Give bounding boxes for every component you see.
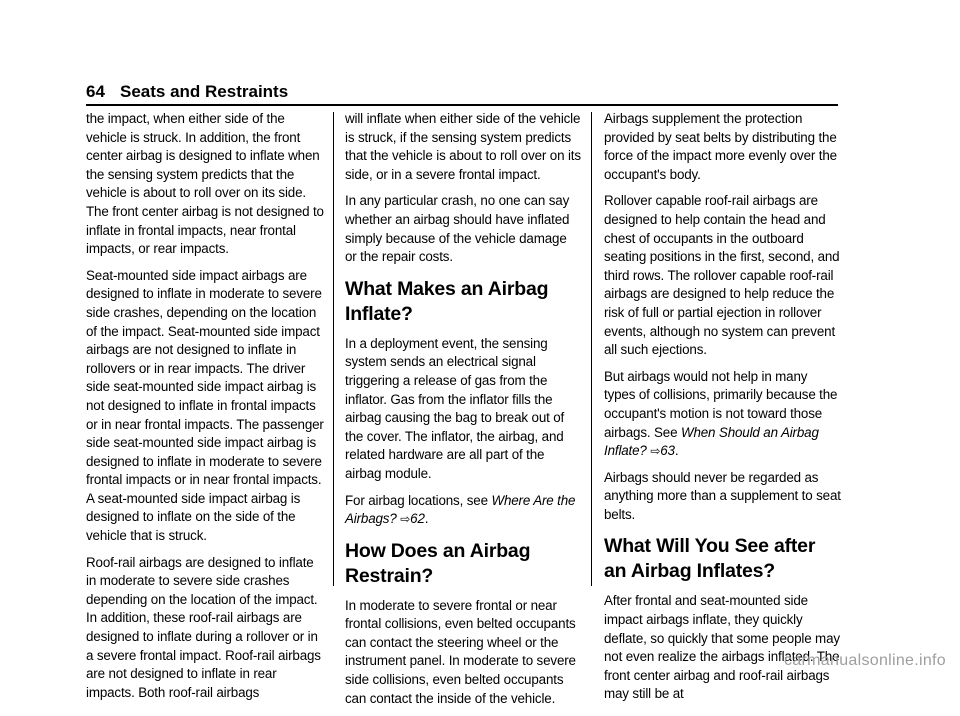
column-divider bbox=[591, 112, 592, 586]
paragraph: Roof-rail airbags are designed to inflate in moderate to severe side crashes depending on the location of the impact. In addition, these roof-rail airbags are designed to inflate during a rollover or in a severe frontal impact. Roof-rail airbags are not designed to inflate in rear impacts. Both roof-rail airbags bbox=[86, 554, 321, 700]
section-heading: How Does an Airbag Restrain? bbox=[345, 539, 531, 587]
paragraph: the impact, when either side of the vehicle is struck. In addition, the front center airbag is designed to inflate when the sensing system predicts that the vehicle is about to roll over on its side. The front center airbag is not designed to inflate in frontal impacts, near frontal impacts, or rear impacts. bbox=[86, 111, 324, 257]
paragraph: In any particular crash, no one can say whether an airbag should have inflated simply because of the vehicle damage or the repair costs. bbox=[345, 193, 570, 265]
paragraph: will inflate when either side of the vehicle is struck, if the sensing system predicts that the vehicle is about to roll over on its side, or in a severe frontal impact. bbox=[345, 111, 581, 182]
period: . bbox=[674, 443, 679, 459]
paragraph: In moderate to severe frontal or near frontal collisions, even belted occupants can contact the steering wheel or the instrument panel. In moderate to severe side collisions, even belted occupants can contact the inside of the vehicle. bbox=[345, 597, 576, 706]
paragraph bbox=[604, 368, 842, 461]
paragraph: Rollover capable roof-rail airbags are designed to help contain the head and chest of occupants in the outboard seating positions in the first, second, and third rows. The rollover capable roof-rail airbags are designed to help reduce the risk of full or partial ejection in rollover events, although no system can prevent all such ejections. bbox=[604, 193, 840, 358]
column-divider bbox=[333, 112, 334, 586]
page-reference-arrow-icon: ⇨ bbox=[650, 444, 661, 459]
column-1 bbox=[86, 110, 326, 710]
page-reference[interactable]: 62 bbox=[410, 511, 425, 527]
paragraph: After frontal and seat-mounted side impact airbags inflate, they quickly deflate, so quickly that some people may not even realize the airbags inflated. The front center airbag and roof-rail airbags may still be at bbox=[604, 593, 840, 702]
column-3 bbox=[604, 110, 842, 712]
paragraph bbox=[345, 492, 581, 529]
section-heading: What Makes an Airbag Inflate? bbox=[345, 277, 549, 325]
column-2 bbox=[345, 110, 581, 716]
section-heading: What Will You See after an Airbag Inflates? bbox=[604, 535, 816, 583]
paragraph-text: But airbags would not help in many types of collisions, primarily because the occupant's motion is not toward those airbags. See bbox=[604, 368, 838, 440]
paragraph: Seat-mounted side impact airbags are designed to inflate in moderate to severe side crashes, depending on the location of the impact. Seat-mounted side impact airbags are not designed to inflate in rollovers or in rear impacts. The driver side seat-mounted side impact airbag is not designed to inflate in frontal impacts or in near frontal impacts. The passenger side seat-mounted side impact airbag is designed to inflate in moderate to severe frontal impacts or in near frontal impacts. bbox=[86, 267, 324, 488]
paragraph: In a deployment event, the sensing system sends an electrical signal triggering a release of gas from the inflator. Gas from the inflator fills the airbag causing the bag to break out of the cover. The inflator, the airbag, and related hardware are all part of the airbag module. bbox=[345, 335, 565, 481]
period: . bbox=[424, 511, 429, 527]
header-rule bbox=[86, 104, 838, 106]
cross-reference-link[interactable]: When Should an Airbag Inflate? bbox=[604, 424, 819, 459]
paragraph: A seat-mounted side impact airbag is designed to inflate on the side of the vehicle that is struck. bbox=[86, 490, 301, 544]
paragraph: Airbags supplement the protection provided by seat belts by distributing the force of the impact more evenly over the occupant's body. bbox=[604, 111, 837, 182]
page-header bbox=[86, 80, 838, 106]
paragraph: Airbags should never be regarded as anything more than a supplement to seat belts. bbox=[604, 469, 841, 522]
watermark: carmanualsonline.info bbox=[784, 652, 946, 669]
page-reference[interactable]: 63 bbox=[660, 443, 675, 459]
page-number: 64 bbox=[86, 82, 105, 101]
section-title: Seats and Restraints bbox=[120, 82, 289, 101]
page-reference-arrow-icon: ⇨ bbox=[400, 512, 411, 527]
paragraph-text: For airbag locations, see bbox=[345, 492, 492, 508]
cross-reference-link[interactable]: Where Are the Airbags? bbox=[345, 492, 576, 527]
